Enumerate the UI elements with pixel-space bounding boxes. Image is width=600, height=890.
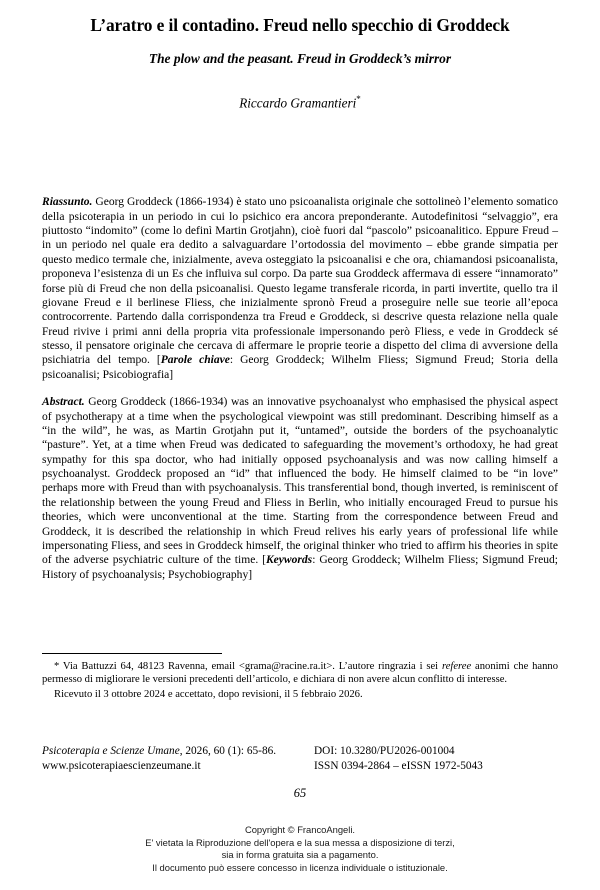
abstract-english-keywords-label: Keywords <box>265 554 313 567</box>
footnote-separator-rule <box>42 653 222 654</box>
author-footnote-marker: * <box>356 94 361 105</box>
footnote-received-date <box>42 688 558 701</box>
abstract-english-body: Georg Groddeck (1866-1934) was an innovative psychoanalyst who emphasised the physical aspect of psychotherapy at a time when the psychological viewpoint was still predominant. Describing himself as a “in the wild”, he was, as Martin Grotjahn put it, “untamed”, outside the borders of the psychoanalytic “pasture”. Yet, at a time when Freud was dedicated to safeguarding the movement’s orthodoxy, he had great sympathy for this spa doctor, who had initially opposed psychoanalysis and was now calling himself a psychoanalyst. Groddeck proposed an “id” that influenced the body. He himself claimed to be “in love” perhaps more with Freud than with psychoanalysis. This transferential bond, though inverted, is reminiscent of the relationship between the young Freud and Fliess in Berlin, who initially encouraged Freud to pursue his theories, which were unconventional at the time. Starting from the correspondence between Freud and Groddeck, it is described the relationship in which Freud relives his early years of professional life while impersonating Fliess, and sees in Groddeck himself, the original thinker who tried to affirm his theories in spite of the adverse psychiatric culture of the time. [ <box>42 396 558 567</box>
journal-issn: ISSN 0394-2864 – eISSN 1972-5043 <box>314 759 483 772</box>
abstract-english-keywords: Georg Groddeck; Wilhelm Fliess; Sigmund Freud; History of psychoanalysis; Psychobiography] <box>42 554 558 581</box>
abstract-italian-label: Riassunto. <box>42 196 93 209</box>
abstract-english <box>42 395 558 581</box>
abstract-italian <box>42 195 558 381</box>
footnote-italic-word: referee <box>441 661 472 672</box>
journal-reference-row-2 <box>42 759 558 774</box>
footnote-text-part2: anonimi che hanno permesso di migliorare le versioni precedenti dell’articolo, e dichiara di non avere alcun conflitto di interesse. <box>42 661 558 686</box>
abstract-english-keywords-sep: : <box>312 554 320 567</box>
copyright-line-3: sia in forma gratuita sia a pagamento. <box>221 849 379 861</box>
journal-name: Psicoterapia e Scienze Umane <box>42 745 180 757</box>
author-name: Riccardo Gramantieri <box>239 95 357 111</box>
journal-reference-row-1 <box>42 744 558 759</box>
abstract-italian-body: Georg Groddeck (1866-1934) è stato uno psicoanalista originale che sottolineò l’elemento somatico della psicoterapia in un periodo in cui lo psichico era ancora preponderante. Autodefinitosi “selvaggio”, era piuttosto “indomito” (come lo definì Martin Grotjahn), cioè fuori dal “pascolo” psicoanalitico. Eppure Freud – in un periodo nel quale era dedito a salvaguardare l’ortodossia del movimento – ebbe grande simpatia per questo medico termale che, inizialmente, aveva osteggiato la psicoanalisi e che ora, chiamandosi psicoanalista, proponeva l’esistenza di un Es che influiva sul corpo. Da parte sua Groddeck affermava di essere “innamorato” forse più di Freud che non della psicoanalisi. Questo legame transferale ricorda, in parti invertite, quello tra il giovane Freud e il berlinese Fliess, che inizialmente spronò Freud a proseguire nelle sue teorie all’epoca controcorrente. Partendo dalla corrispondenza tra Freud e Groddeck, si descrive questa relazione nella quale Freud rivive i primi anni della propria vita professionale impersonando però Fliess, e vede in Groddeck sé stesso, il pensatore originale che cercava di affermare le proprie teorie a dispetto del clima di avversione della psichiatria del tempo. [ <box>42 196 558 367</box>
footnote-author-address <box>42 660 558 686</box>
author-line <box>42 67 558 111</box>
copyright-line-4: Il documento può essere concesso in licenza individuale o istituzionale. <box>152 861 448 873</box>
footnote-received-text: Ricevuto il 3 ottobre 2024 e accettato, dopo revisioni, il 5 febbraio 2026. <box>54 689 363 701</box>
page-title: L’aratro e il contadino. Freud nello specchio di Groddeck <box>90 15 510 35</box>
footnote-section <box>42 653 558 701</box>
journal-doi: DOI: 10.3280/PU2026-001004 <box>314 745 455 757</box>
abstracts-section <box>42 111 558 581</box>
journal-website-link[interactable]: www.psicoterapiaescienzeumane.it <box>42 759 201 772</box>
copyright-line-2: E' vietata la Riproduzione dell'opera e la sua messa a disposizione di terzi, <box>145 836 455 848</box>
abstract-italian-keywords-label: Parole chiave <box>160 354 230 367</box>
journal-citation <box>42 744 314 759</box>
abstract-italian-keywords: Georg Groddeck; Wilhelm Fliess; Sigmund Freud; Storia della psicoanalisi; Psicobiografia] <box>42 354 558 381</box>
journal-reference <box>42 744 558 773</box>
journal-issue: , 2026, 60 (1): 65-86. <box>179 745 277 757</box>
page-number: 65 <box>293 786 307 800</box>
copyright-line-1: Copyright © FrancoAngeli. <box>244 824 356 835</box>
abstract-italian-keywords-sep: : <box>229 354 241 367</box>
page-subtitle-english: The plow and the peasant. Freud in Groddeck’s mirror <box>148 50 452 66</box>
copyright-banner <box>0 824 600 874</box>
footnote-marker: * <box>54 661 60 672</box>
abstract-english-label: Abstract. <box>42 396 85 409</box>
footnote-text-part1: Via Battuzzi 64, 48123 Ravenna, email <grama@racine.ra.it>. L’autore ringrazia i sei <box>59 661 442 672</box>
